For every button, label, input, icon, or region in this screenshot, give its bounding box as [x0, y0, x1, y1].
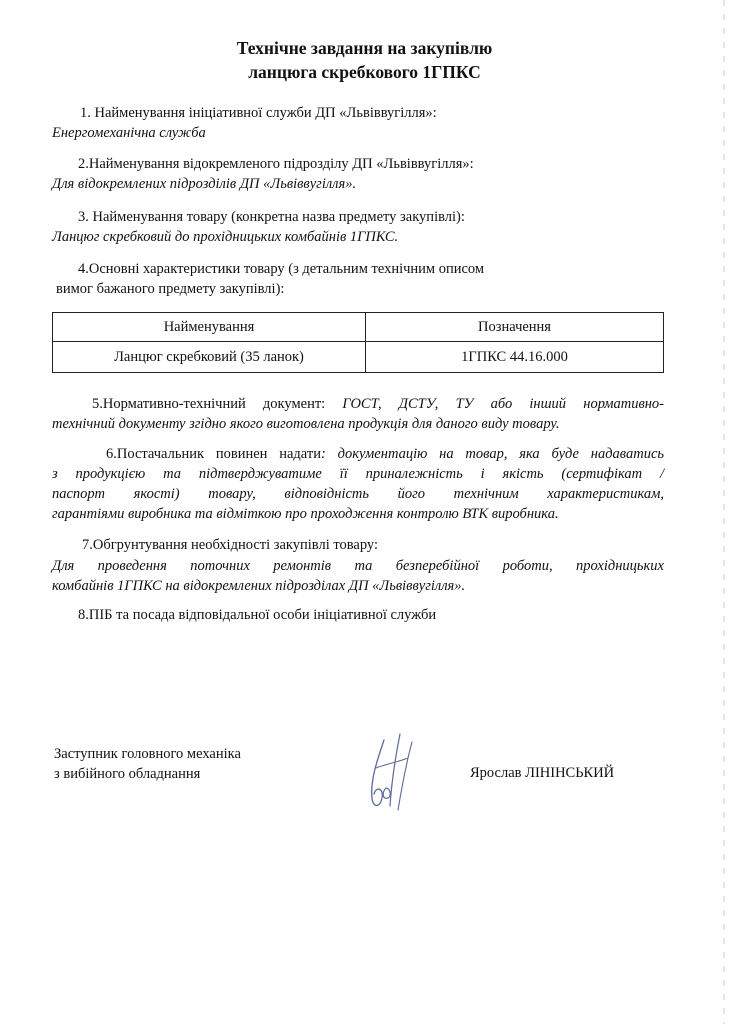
- section4-heading-line1: 4.Основні характеристики товару (з детальним технічним описом: [78, 261, 485, 277]
- scan-edge-artifact: [723, 0, 725, 1024]
- table-cell-designation: 1ГПКС 44.16.000: [366, 342, 664, 373]
- section5-label: 5.Нормативно-технічний документ:: [92, 396, 326, 412]
- section5-paragraph: [52, 394, 664, 434]
- section7-text-line2: комбайнів 1ГПКС на відокремлених підрозділах ДП «Львіввугілля».: [52, 578, 466, 594]
- table-row: [53, 342, 664, 373]
- section5-text-line1: ГОСТ, ДСТУ, ТУ або інший нормативно-: [342, 396, 665, 412]
- document-title-line1: Технічне завдання на закупівлю: [236, 38, 493, 58]
- section5-text-line2: технічний документу згідно якого виготовлена продукція для даного виду товару.: [52, 416, 560, 432]
- handwritten-signature: [356, 728, 436, 818]
- signatory-position: [54, 744, 241, 784]
- section6-paragraph: [52, 444, 664, 524]
- section7-heading: 7.Обгрунтування необхідності закупівлі товару:: [82, 537, 378, 553]
- document-title-line2: ланцюга скребкового 1ГПКС: [248, 62, 481, 82]
- section1-heading: 1. Найменування ініціативної служби ДП «Львіввугілля»:: [80, 105, 437, 121]
- section2-heading: 2.Найменування відокремленого підрозділу ДП «Львіввугілля»:: [78, 156, 474, 172]
- section3-heading: 3. Найменування товару (конкретна назва предмету закупівлі):: [78, 209, 465, 225]
- signatory-name: Ярослав ЛІНІНСЬКИЙ: [470, 765, 615, 781]
- section6-text-line3: паспорт якості) товару, відповідність його технічним характеристикам,: [52, 486, 664, 502]
- section8-heading: 8.ПІБ та посада відповідальної особи ініціативної служби: [78, 607, 437, 623]
- signatory-position-line2: з вибійного обладнання: [54, 766, 201, 782]
- section6-label: 6.Постачальник повинен надати: [106, 446, 321, 462]
- section3-value: Ланцюг скребковий до прохідницьких комбайнів 1ГПКС.: [52, 229, 399, 245]
- section6-text-line2: з продукцією та підтверджуватиме її приналежність і якість (сертифікат /: [52, 466, 664, 482]
- specs-table: [52, 312, 664, 373]
- section4-heading-line2: вимог бажаного предмету закупівлі):: [56, 281, 285, 297]
- section1-value: Енергомеханічна служба: [52, 125, 206, 141]
- section2-value: Для відокремлених підрозділів ДП «Львіввугілля».: [52, 176, 357, 192]
- table-cell-name: Ланцюг скребковий (35 ланок): [53, 342, 366, 373]
- signatory-position-line1: Заступник головного механіка: [54, 746, 241, 762]
- table-header-name: Найменування: [53, 313, 366, 342]
- table-header-designation: Позначення: [366, 313, 664, 342]
- section7-paragraph: [52, 556, 664, 596]
- table-header-row: [53, 313, 664, 342]
- section7-text-line1: Для проведення поточних ремонтів та безперебійної роботи, прохідницьких: [52, 558, 664, 574]
- section6-text-line1: : документацію на товар, яка буде надаватись: [320, 446, 664, 462]
- section6-text-line4: гарантіями виробника та відміткою про проходження контролю ВТК виробника.: [52, 506, 559, 522]
